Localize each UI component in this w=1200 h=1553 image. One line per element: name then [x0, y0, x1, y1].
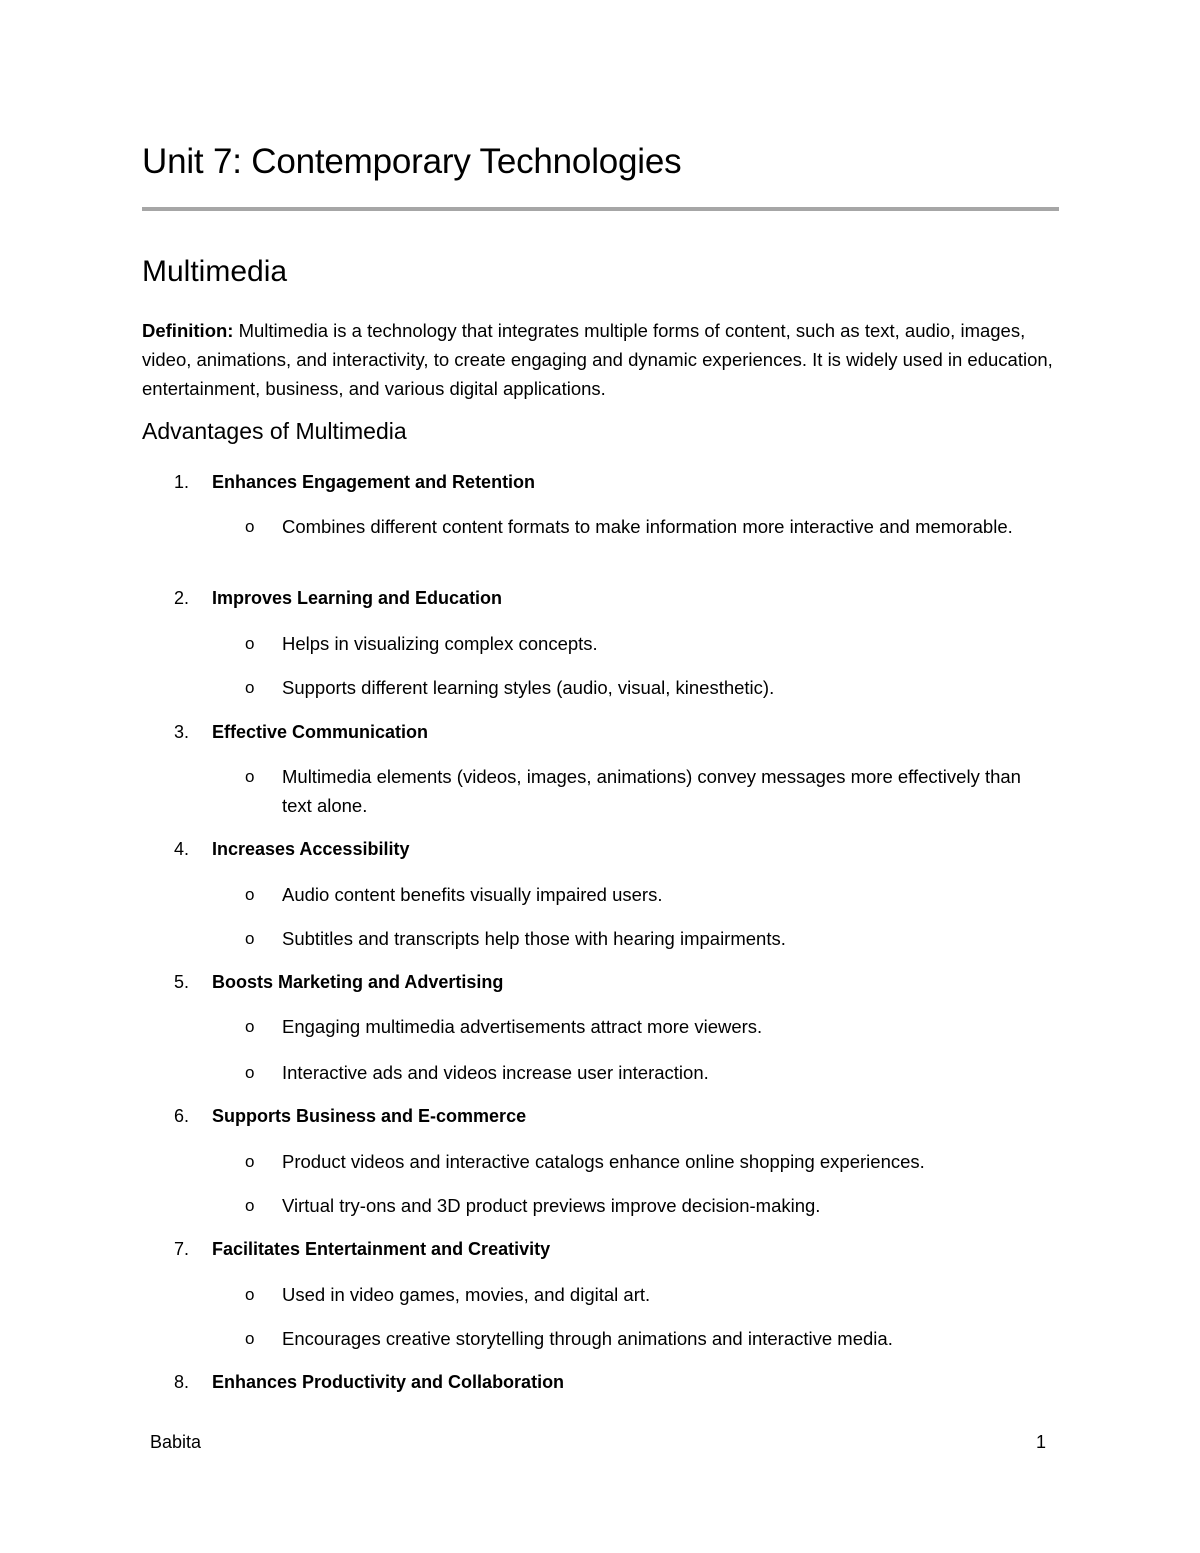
bullet-text: Supports different learning styles (audio, visual, kinesthetic).: [282, 677, 775, 698]
advantage-number: 4.: [174, 839, 190, 859]
bullet-marker: o: [245, 517, 255, 536]
advantage-title: Effective Communication: [212, 722, 429, 742]
bullet-marker: o: [245, 929, 255, 948]
bullet-text: Virtual try-ons and 3D product previews improve decision-making.: [282, 1195, 821, 1216]
bullet-text: Used in video games, movies, and digital art.: [282, 1284, 651, 1305]
advantage-title: Boosts Marketing and Advertising: [212, 972, 504, 992]
advantage-title: Facilitates Entertainment and Creativity: [212, 1239, 551, 1259]
bullet-text: Helps in visualizing complex concepts.: [282, 633, 598, 654]
advantage-number: 7.: [174, 1239, 190, 1259]
advantage-number: 3.: [174, 722, 190, 742]
bullet-text: Encourages creative storytelling through animations and interactive media.: [282, 1328, 893, 1349]
advantage-title: Enhances Engagement and Retention: [212, 472, 536, 492]
definition-text: Multimedia is a technology that integrates multiple forms of content, such as text, audio, images, video, animations, and interactivity, to create engaging and dynamic experiences. It is widely used in education, entertainment, business, and various digital applications.: [142, 320, 1053, 399]
bullet-text: Combines different content formats to make information more interactive and memorable.: [282, 516, 1013, 537]
advantage-number: 5.: [174, 972, 190, 992]
page-title: Unit 7: Contemporary Technologies: [142, 142, 682, 181]
advantage-title: Supports Business and E-commerce: [212, 1106, 527, 1126]
bullet-marker: o: [245, 1063, 255, 1082]
bullet-marker: o: [245, 634, 255, 653]
bullet-marker: o: [245, 1329, 255, 1348]
bullet-text: Subtitles and transcripts help those with hearing impairments.: [282, 928, 786, 949]
title-divider: [142, 207, 1059, 211]
bullet-marker: o: [245, 678, 255, 697]
advantage-number: 2.: [174, 588, 190, 608]
bullet-marker: o: [245, 885, 255, 904]
footer-author: Babita: [150, 1432, 202, 1452]
bullet-text: Audio content benefits visually impaired users.: [282, 884, 663, 905]
advantage-title: Increases Accessibility: [212, 839, 410, 859]
definition-paragraph: [142, 316, 1062, 403]
bullet-marker: o: [245, 1017, 255, 1036]
bullet-text: Product videos and interactive catalogs enhance online shopping experiences.: [282, 1151, 925, 1172]
advantage-title: Improves Learning and Education: [212, 588, 503, 608]
footer-page-number: 1: [1036, 1432, 1047, 1452]
bullet-marker: o: [245, 1152, 255, 1171]
bullet-text: Multimedia elements (videos, images, animations) convey messages more effectively than text alone.: [282, 766, 1021, 816]
advantage-title: Enhances Productivity and Collaboration: [212, 1372, 565, 1392]
advantages-heading: Advantages of Multimedia: [142, 418, 407, 444]
advantage-number: 6.: [174, 1106, 190, 1126]
section-heading: Multimedia: [142, 255, 288, 288]
bullet-text: Interactive ads and videos increase user interaction.: [282, 1062, 709, 1083]
advantage-number: 1.: [174, 472, 190, 492]
definition-label: Definition:: [142, 320, 234, 341]
advantage-number: 8.: [174, 1372, 190, 1392]
bullet-marker: o: [245, 1196, 255, 1215]
bullet-marker: o: [245, 767, 255, 786]
bullet-text: Engaging multimedia advertisements attract more viewers.: [282, 1016, 763, 1037]
bullet-marker: o: [245, 1285, 255, 1304]
